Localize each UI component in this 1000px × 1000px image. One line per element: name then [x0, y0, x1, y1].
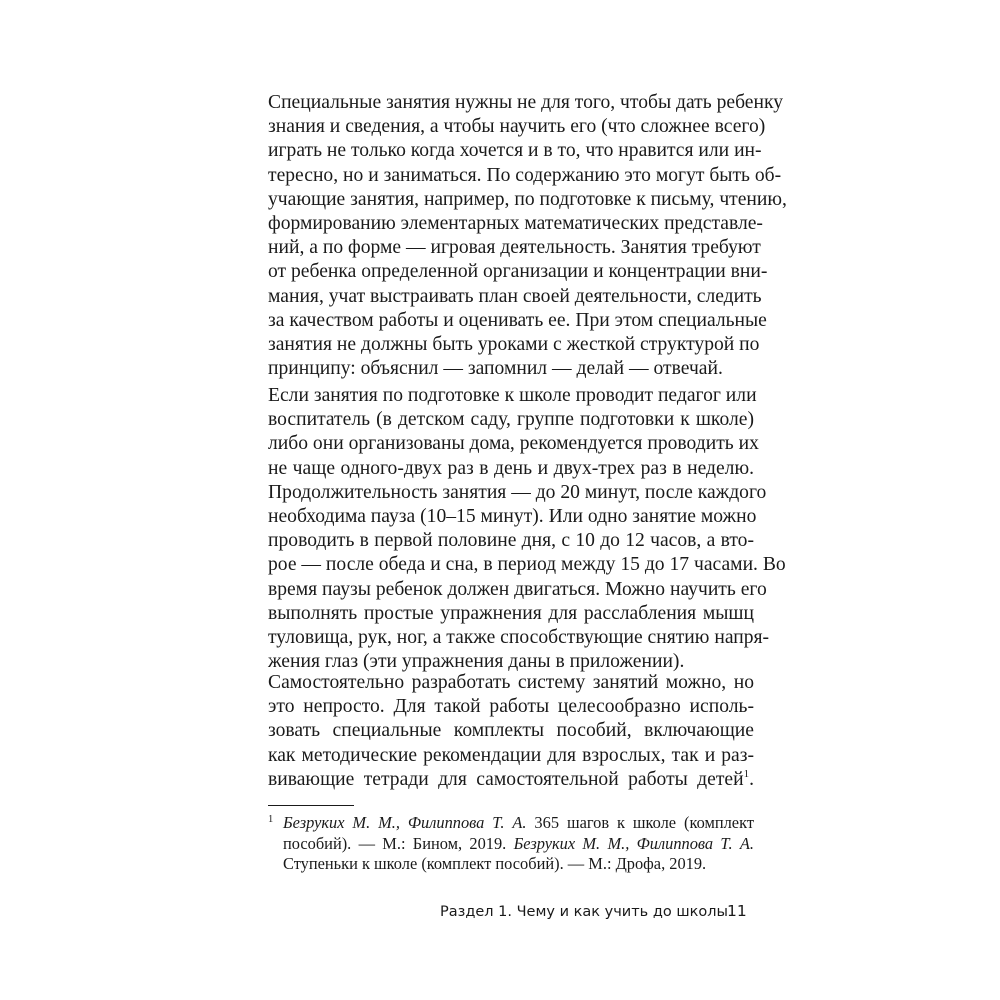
text-line: занятия не должны быть уроками с жесткой структурой по: [268, 333, 760, 355]
footnote-line: Ступеньки к школе (комплект пособий). — М.: Дрофа, 2019.: [283, 854, 707, 874]
text-line-with-footnote-ref: [268, 768, 754, 792]
footnote-divider: [268, 805, 354, 806]
text-line: за качеством работы и оценивать ее. При этом специальные: [268, 309, 767, 331]
footnote: [268, 813, 754, 875]
text-line: знания и сведения, а чтобы научить его (что сложнее всего): [268, 116, 766, 138]
text-line: тересно, но и заниматься. По содержанию это могут быть об-: [268, 164, 782, 186]
page-number: 11: [727, 902, 747, 920]
text-line: необходима пауза (10–15 минут). Или одно занятие можно: [268, 505, 757, 527]
footnote-line: [283, 834, 754, 855]
text-line: мания, учат выстраивать план своей деятельности, следить: [268, 285, 762, 307]
footnote-text: [283, 813, 754, 875]
text-line: Продолжительность занятия — до 20 минут, после каждого: [268, 481, 767, 503]
footnote-citation-text: пособий). — М.: Бином, 2019.: [283, 833, 514, 853]
text-line: проводить в первой половине дня, с 10 до 12 часов, а вто-: [268, 530, 754, 552]
text-line: жения глаз (эти упражнения даны в приложении).: [268, 651, 685, 673]
text-line: выполнять простые упражнения для расслабления мышц: [268, 602, 754, 624]
footnote-authors: Безруких М. М., Филиппова Т. А.: [513, 833, 754, 853]
text-line: это непросто. Для такой работы целесообразно исполь-: [268, 696, 754, 718]
paragraph-1: [268, 91, 787, 381]
text-line: принципу: объяснил — запомнил — делай — отвечай.: [268, 358, 723, 380]
footnote-marker: 1: [268, 814, 274, 825]
text-line: играть не только когда хочется и в то, что нравится или ин-: [268, 140, 762, 162]
footnote-authors: Безруких М. М., Филиппова Т. А.: [283, 813, 527, 832]
text-line: формированию элементарных математических представле-: [268, 212, 763, 234]
text-line: Самостоятельно разработать систему занятий можно, но: [268, 672, 754, 693]
text-line: как методические рекомендации для взрослых, так и раз-: [268, 744, 754, 766]
text-line: время паузы ребенок должен двигаться. Можно научить его: [268, 578, 767, 600]
text-line: Если занятия по подготовке к школе проводит педагог или: [268, 385, 757, 406]
text-line: рое — после обеда и сна, в период между 15 до 17 часами. Во: [268, 554, 786, 576]
paragraph-2: [268, 384, 786, 674]
text-line: учающие занятия, например, по подготовке к письму, чтению,: [268, 188, 787, 210]
text-line: от ребенка определенной организации и концентрации вни-: [268, 261, 768, 283]
text-line: туловища, рук, ног, а также способствующие снятию напря-: [268, 626, 770, 648]
text-line-content: вивающие тетради для самостоятельной работы детей: [268, 768, 744, 790]
text-line: не чаще одного-двух раз в день и двух-трех раз в неделю.: [268, 457, 754, 479]
text-line: либо они организованы дома, рекомендуется проводить их: [268, 433, 759, 455]
paragraph-3: [268, 671, 754, 792]
text-line: Специальные занятия нужны не для того, чтобы дать ребенку: [268, 92, 784, 113]
sentence-end-punctuation: .: [749, 768, 754, 790]
running-footer-title: Раздел 1. Чему и как учить до школы: [440, 904, 728, 920]
text-line: воспитатель (в детском саду, группе подготовки к школе): [268, 409, 754, 431]
footnote-line: [283, 813, 754, 834]
text-line: ний, а по форме — игровая деятельность. Занятия требуют: [268, 237, 761, 259]
text-line: зовать специальные комплекты пособий, включающие: [268, 720, 754, 742]
footnote-citation-text: 365 шагов к школе (комплект: [526, 813, 754, 832]
footnote-reference[interactable]: 1: [743, 767, 750, 780]
